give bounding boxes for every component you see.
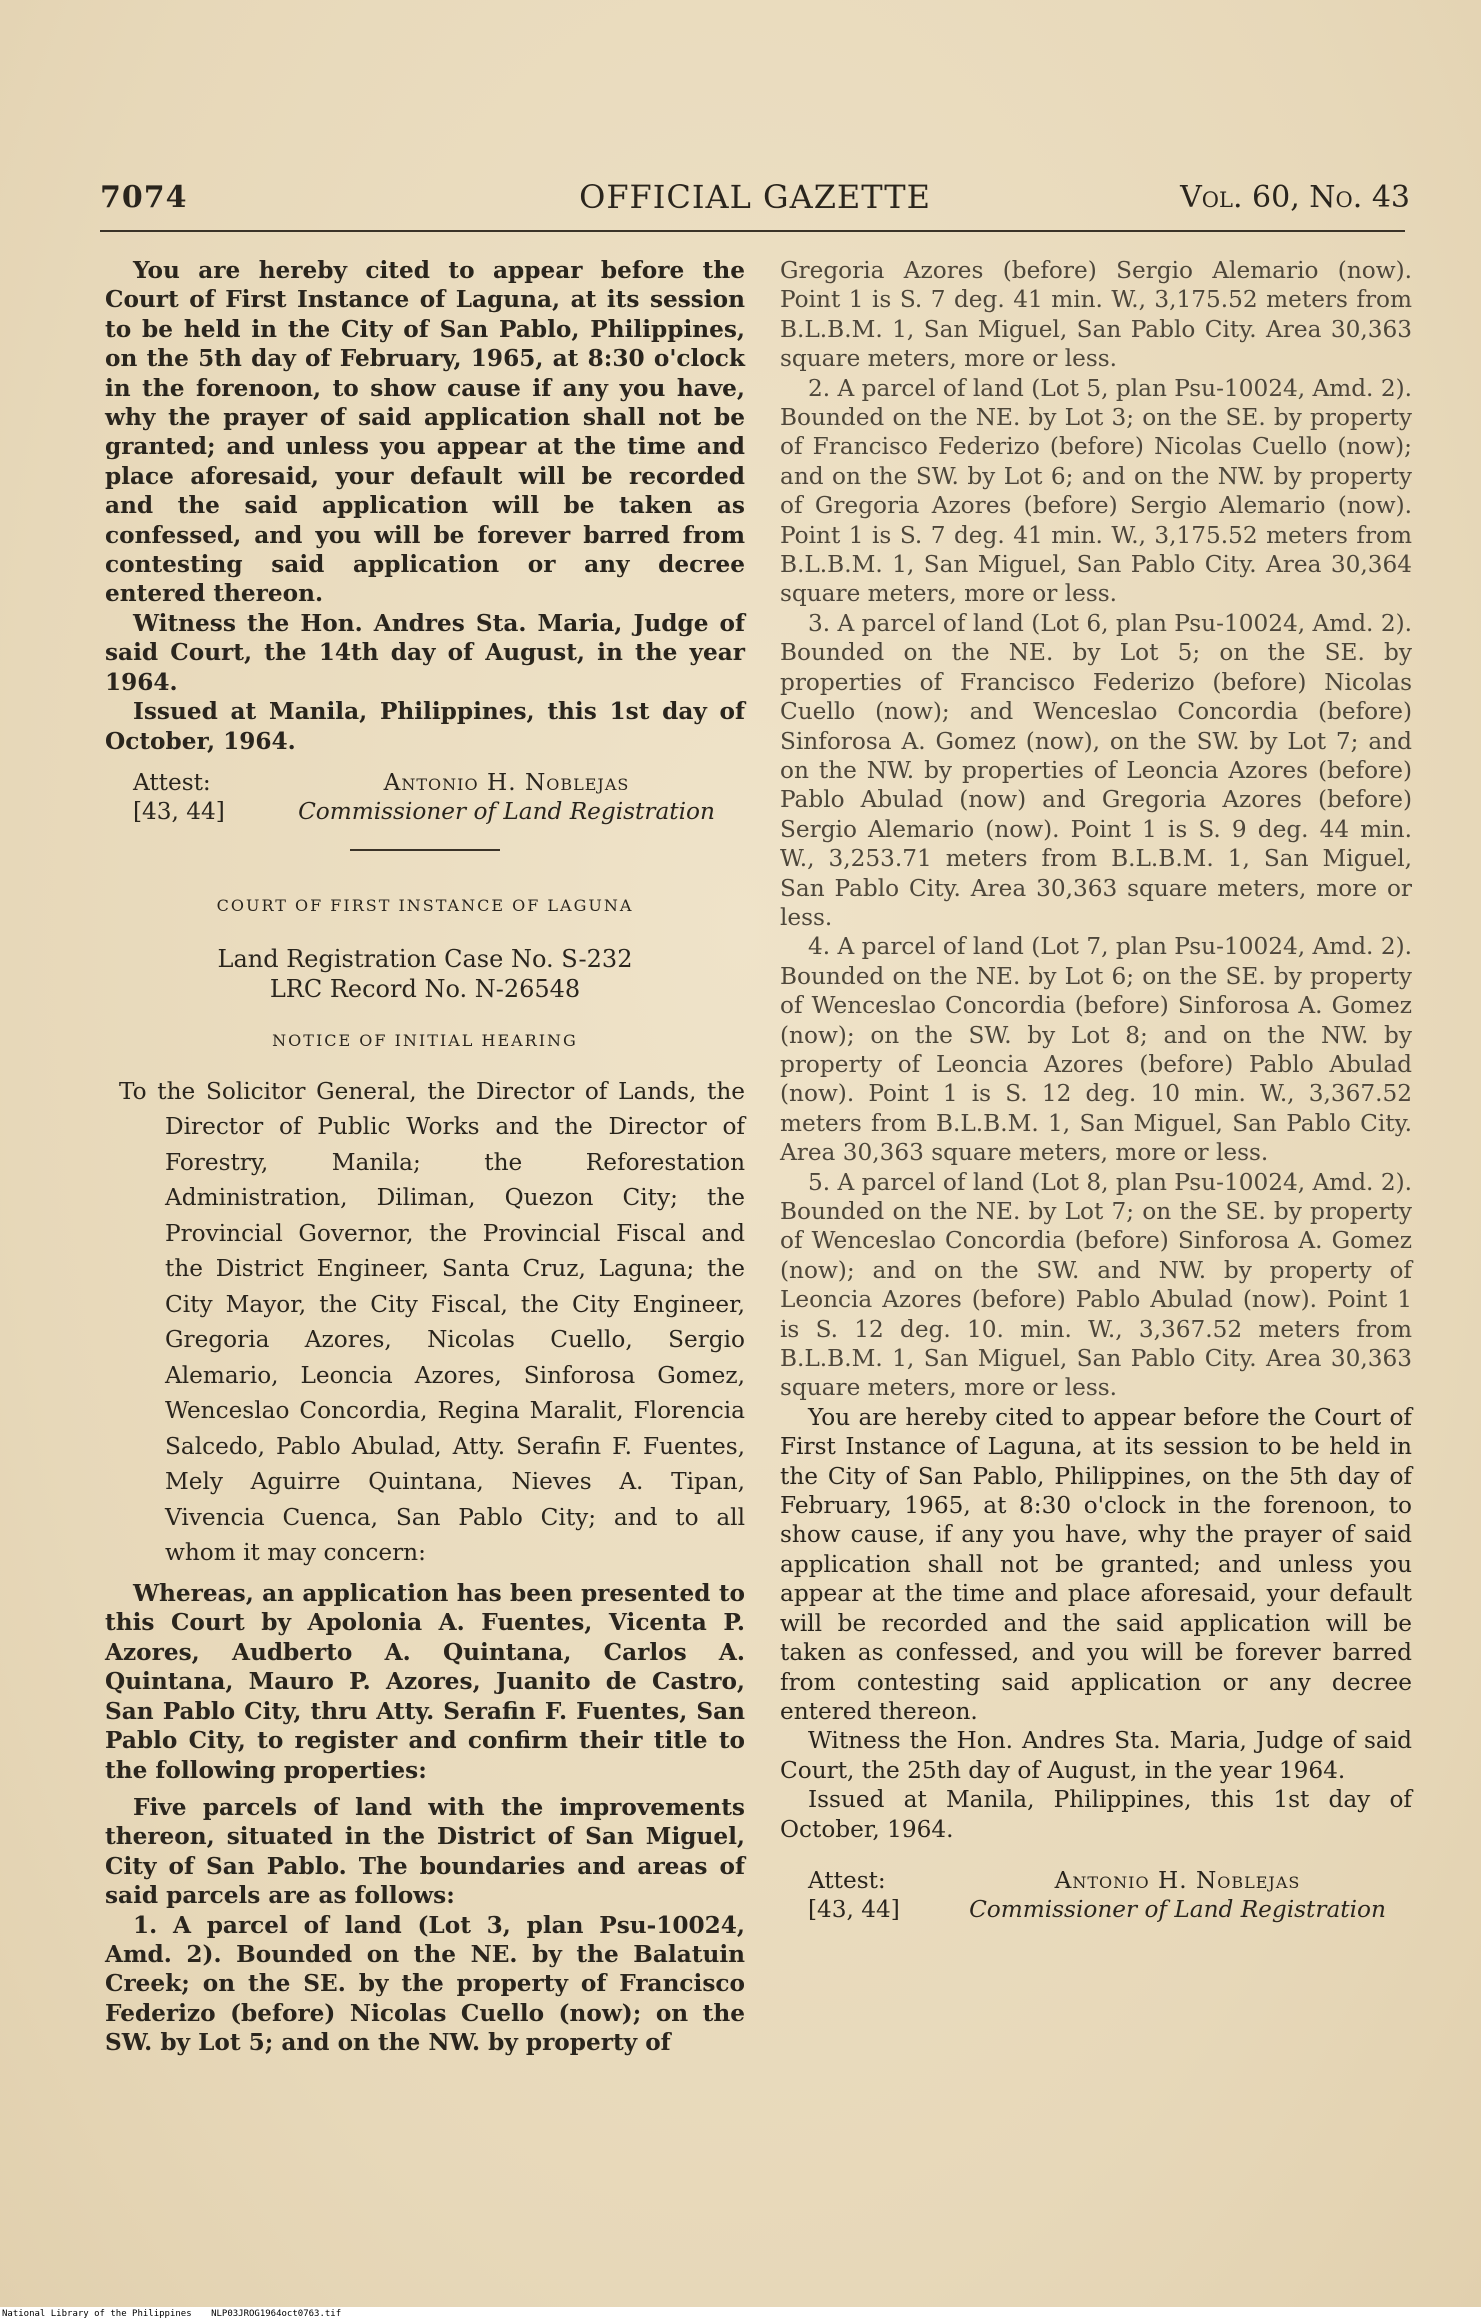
attest-name: Antonio H. Noblejas bbox=[383, 768, 630, 796]
right-column bbox=[780, 256, 1412, 1925]
header-rule bbox=[100, 230, 1405, 232]
volume-label: Vol. 60, No. 43 bbox=[1180, 180, 1410, 215]
lrc-record: LRC Record No. N-26548 bbox=[269, 975, 581, 1004]
attest-label: Attest: bbox=[133, 768, 211, 796]
attest-label-right: Attest: bbox=[808, 1866, 886, 1894]
attest-block-right-2 bbox=[780, 1895, 1412, 1924]
parcels-intro: Five parcels of land with the improvements thereon, situated in the District of San Miguel, City of San Pablo. The boundaries and areas of said parcels are as follows: bbox=[105, 1794, 745, 1910]
attest-title: Commissioner of Land Registration bbox=[298, 798, 715, 826]
attest-title-right: Commissioner of Land Registration bbox=[969, 1896, 1386, 1924]
case-number: Land Registration Case No. S-232 bbox=[217, 945, 633, 974]
attest-block bbox=[105, 768, 745, 797]
parcel-1-continued: Gregoria Azores (before) Sergio Alemario (now). Point 1 is S. 7 deg. 41 min. W., 3,175.52 meters from B.L.B.M. 1, San Miguel, San Pablo City. Area 30,363 square meters, more or less. bbox=[780, 257, 1412, 373]
scan-filename: NLP03JROG1964oct0763.tif bbox=[211, 2309, 342, 2319]
attest-name-right: Antonio H. Noblejas bbox=[1054, 1866, 1301, 1894]
scan-footer bbox=[0, 2307, 1481, 2321]
notice-heading: NOTICE OF INITIAL HEARING bbox=[272, 1031, 578, 1051]
whereas-paragraph: Whereas, an application has been presented to this Court by Apolonia A. Fuentes, Vicenta P. Azores, Audberto A. Quintana, Carlos A. Quintana, Mauro P. Azores, Juanito de Castro, San Pablo City, thru Atty. Serafin F. Fuentes, San Pablo City, to register and confirm their title to the following properties: bbox=[105, 1579, 745, 1784]
attest-ref-right: [43, 44] bbox=[808, 1896, 900, 1924]
citation-paragraph-2: You are hereby cited to appear before the Court of First Instance of Laguna, at its session to be held in the City of San Pablo, Philippines, on the 5th day of February, 1965, at 8:30 o'clock in the forenoon, to show cause, if any you have, why the prayer of said application shall not be granted; and unless you appear at the time and place aforesaid, your default will be recorded and the said application will be taken as confessed, and you will be forever barred from contesting said application or any decree entered thereon. bbox=[780, 1403, 1412, 1725]
witness-paragraph-2: Witness the Hon. Andres Sta. Maria, Judge of said Court, the 25th day of August, in the year 1964. bbox=[780, 1727, 1412, 1784]
court-heading: COURT OF FIRST INSTANCE OF LAGUNA bbox=[216, 895, 634, 915]
page-header bbox=[100, 170, 1410, 220]
publication-title: OFFICIAL GAZETTE bbox=[579, 178, 931, 216]
attest-block-right bbox=[780, 1866, 1412, 1895]
parcel-4: 4. A parcel of land (Lot 7, plan Psu-10024, Amd. 2). Bounded on the NE. by Lot 6; on the SE. by property of Wenceslao Concordia (before) Sinforosa A. Gomez (now); on the SW. by Lot 8; and on the NW. by property of Leoncia Azores (before) Pablo Abulad (now). Point 1 is S. 12 deg. 10 min. W., 3,367.52 meters from B.L.B.M. 1, San Miguel, San Pablo City. Area 30,363 square meters, more or less. bbox=[780, 933, 1412, 1167]
parcel-3: 3. A parcel of land (Lot 6, plan Psu-10024, Amd. 2). Bounded on the NE. by Lot 5; on the SE. by properties of Francisco Federizo (before) Nicolas Cuello (now); and Wenceslao Concordia (before) Sinforosa A. Gomez (now), on the SW. by Lot 7; and on the NW. by properties of Leoncia Azores (before) Pablo Abulad (now) and Gregoria Azores (before) Sergio Alemario (now). Point 1 is S. 9 deg. 44 min. W., 3,253.71 meters from B.L.B.M. 1, San Miguel, San Pablo City. Area 30,363 square meters, more or less. bbox=[780, 609, 1412, 931]
section-divider bbox=[350, 849, 500, 851]
witness-paragraph: Witness the Hon. Andres Sta. Maria, Judge of said Court, the 14th day of August, in the year 1964. bbox=[105, 609, 745, 696]
library-credit: National Library of the Philippines bbox=[2, 2309, 192, 2319]
attest-ref: [43, 44] bbox=[133, 798, 225, 826]
page-number: 7074 bbox=[100, 180, 188, 215]
parcel-5: 5. A parcel of land (Lot 8, plan Psu-10024, Amd. 2). Bounded on the NE. by Lot 7; on the SE. by property of Wenceslao Concordia (before) Sinforosa A. Gomez (now); and on the SW. and NW. by property of Leoncia Azores (before) Pablo Abulad (now). Point 1 is S. 12 deg. 10. min. W., 3,367.52 meters from B.L.B.M. 1, San Miguel, San Pablo City. Area 30,363 square meters, more or less. bbox=[780, 1168, 1412, 1402]
issued-paragraph: Issued at Manila, Philippines, this 1st day of October, 1964. bbox=[105, 698, 745, 755]
issued-paragraph-2: Issued at Manila, Philippines, this 1st day of October, 1964. bbox=[780, 1786, 1412, 1843]
citation-paragraph: You are hereby cited to appear before the Court of First Instance of Laguna, at its session to be held in the City of San Pablo, Philippines, on the 5th day of February, 1965, at 8:30 o'clock in the forenoon, to show cause if any you have, why the prayer of said application shall not be granted; and unless you appear at the time and place aforesaid, your default will be recorded and the said application will be taken as confessed, and you will be forever barred from contesting said application or any decree entered thereon. bbox=[105, 257, 745, 608]
addressees-paragraph: To the Solicitor General, the Director of Lands, the Director of Public Works and the Director of Forestry, Manila; the Reforestation Administration, Diliman, Quezon City; the Provincial Governor, the Provincial Fiscal and the District Engineer, Santa Cruz, Laguna; the City Mayor, the City Fiscal, the City Engineer, Gregoria Azores, Nicolas Cuello, Sergio Alemario, Leoncia Azores, Sinforosa Gomez, Wenceslao Concordia, Regina Maralit, Florencia Salcedo, Pablo Abulad, Atty. Serafin F. Fuentes, Mely Aguirre Quintana, Nieves A. Tipan, Vivencia Cuenca, San Pablo City; and to all whom it may concern: bbox=[119, 1077, 745, 1567]
parcel-2: 2. A parcel of land (Lot 5, plan Psu-10024, Amd. 2). Bounded on the NE. by Lot 3; on the SE. by property of Francisco Federizo (before) Nicolas Cuello (now); and on the SW. by Lot 6; and on the NW. by property of Gregoria Azores (before) Sergio Alemario (now). Point 1 is S. 7 deg. 41 min. W., 3,175.52 meters from B.L.B.M. 1, San Miguel, San Pablo City. Area 30,364 square meters, more or less. bbox=[780, 374, 1412, 608]
left-column bbox=[105, 256, 745, 2058]
attest-block-2 bbox=[105, 797, 745, 826]
parcel-1: 1. A parcel of land (Lot 3, plan Psu-10024, Amd. 2). Bounded on the NE. by the Balatuin Creek; on the SE. by the property of Francisco Federizo (before) Nicolas Cuello (now); on the SW. by Lot 5; and on the NW. by property of bbox=[105, 1911, 745, 2057]
